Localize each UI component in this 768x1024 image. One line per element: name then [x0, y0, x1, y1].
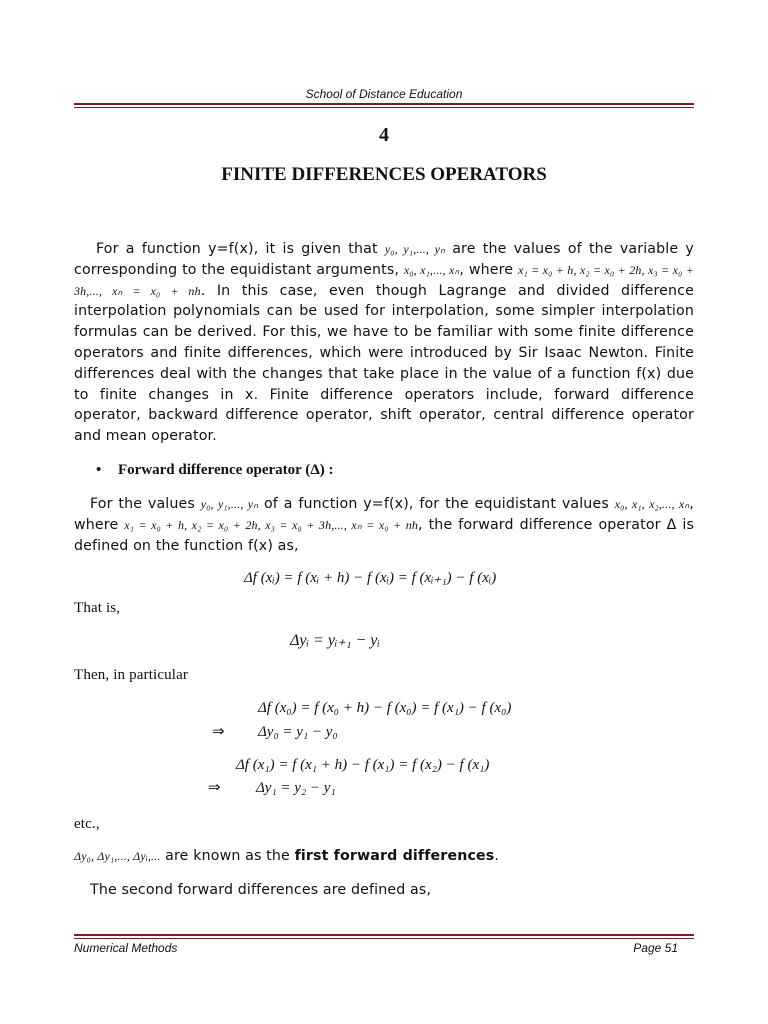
first-forward-bold: first forward differences — [294, 848, 495, 864]
intro-text-4: . In this case, even though Lagrange and divided difference interpolation polynomials can be used for interpolation, some simpler interpolation formulas can be derived. For this, we have to be familiar with some finite difference operators and finite differences, which were introduced by Sir Isaac Newton. Finite differences deal with the changes that take place in the value of a function f(x) due to finite changes in x. Finite difference operators include, forward difference operator, backward difference operator, shift operator, central difference operator and mean operator. — [74, 282, 694, 445]
second-forward-line: The second forward differences are defined as, — [90, 882, 432, 898]
delta-symbol: Δ — [310, 462, 320, 478]
intro-math-1: y₀, y₁,..., yₙ — [384, 242, 446, 256]
that-is-equation: Δyᵢ = yᵢ₊₁ − yᵢ — [290, 632, 380, 649]
first-forward-line — [74, 846, 694, 867]
bullet-label: Forward difference operator ( — [118, 462, 311, 478]
footer-rule — [74, 934, 694, 936]
chapter-number: 4 — [379, 124, 389, 146]
chapter-title: FINITE DIFFERENCES OPERATORS — [221, 164, 547, 185]
etc-label: etc., — [74, 816, 100, 832]
footer-book-title: Numerical Methods — [74, 941, 178, 955]
equation-x1: Δf (x₁) = f (x₁ + h) − f (x₁) = f (x₂) − f (x₁) — [236, 757, 490, 773]
forward-difference-definition: Δf (xᵢ) = f (xᵢ + h) − f (xᵢ) = f (xᵢ₊₁) − f (xᵢ) — [244, 570, 497, 586]
intro-text-2: are the values of the variable y corresponding to the equidistant arguments, — [74, 241, 694, 278]
header-rule-thin — [74, 107, 694, 108]
that-is-label: That is, — [74, 600, 121, 616]
forward-paragraph — [74, 494, 694, 556]
forward-text-2: of a function y=f(x), for the equidistant values — [263, 496, 609, 512]
forward-math-3: x₁ = x₀ + h, x₂ = x₀ + 2h, x₃ = x₀ + 3h,..., xₙ = x₀ + nh — [124, 517, 419, 532]
implies-arrow-1: ⇒ — [212, 724, 225, 740]
first-forward-text: are known as the — [165, 848, 290, 864]
equation-y0: Δy₀ = y₁ − y₀ — [258, 724, 338, 740]
first-forward-end: . — [494, 848, 500, 864]
forward-text-4: , the forward difference operator Δ is defined on the function f(x) as, — [74, 516, 694, 554]
bullet-icon: • — [96, 462, 102, 478]
forward-math-2: x₀, x₁, x₂,..., xₙ — [614, 497, 690, 511]
page-header: School of Distance Education — [305, 87, 463, 101]
then-label: Then, in particular — [74, 667, 189, 683]
footer-rule-thin — [74, 938, 694, 939]
implies-arrow-2: ⇒ — [208, 780, 221, 796]
intro-paragraph — [74, 239, 694, 447]
equation-y1: Δy₁ = y₂ − y₁ — [256, 780, 336, 796]
footer-page-number: Page 51 — [633, 941, 678, 955]
intro-text-1: For a function y=f(x), it is given that — [96, 241, 378, 257]
intro-math-3: x₁ = x₀ + h, x₂ = x₀ + 2h, x₃ = x₀ + 3h,..., xₙ = x₀ + nh — [74, 262, 694, 298]
header-rule — [74, 103, 694, 105]
equation-x0: Δf (x₀) = f (x₀ + h) − f (x₀) = f (x₁) − f (x₀) — [258, 700, 512, 716]
intro-text-3: , where — [459, 261, 514, 278]
forward-text-1: For the values — [90, 496, 195, 512]
forward-operator-heading — [96, 462, 333, 479]
bullet-close: ) : — [319, 462, 334, 478]
first-forward-math: Δy₀, Δy₁,..., Δyᵢ,... — [74, 849, 161, 863]
intro-math-2: x₀, x₁,..., xₙ — [403, 262, 460, 277]
forward-text-3: , where — [74, 496, 694, 533]
forward-math-1: y₀, y₁,..., yₙ — [200, 497, 259, 511]
